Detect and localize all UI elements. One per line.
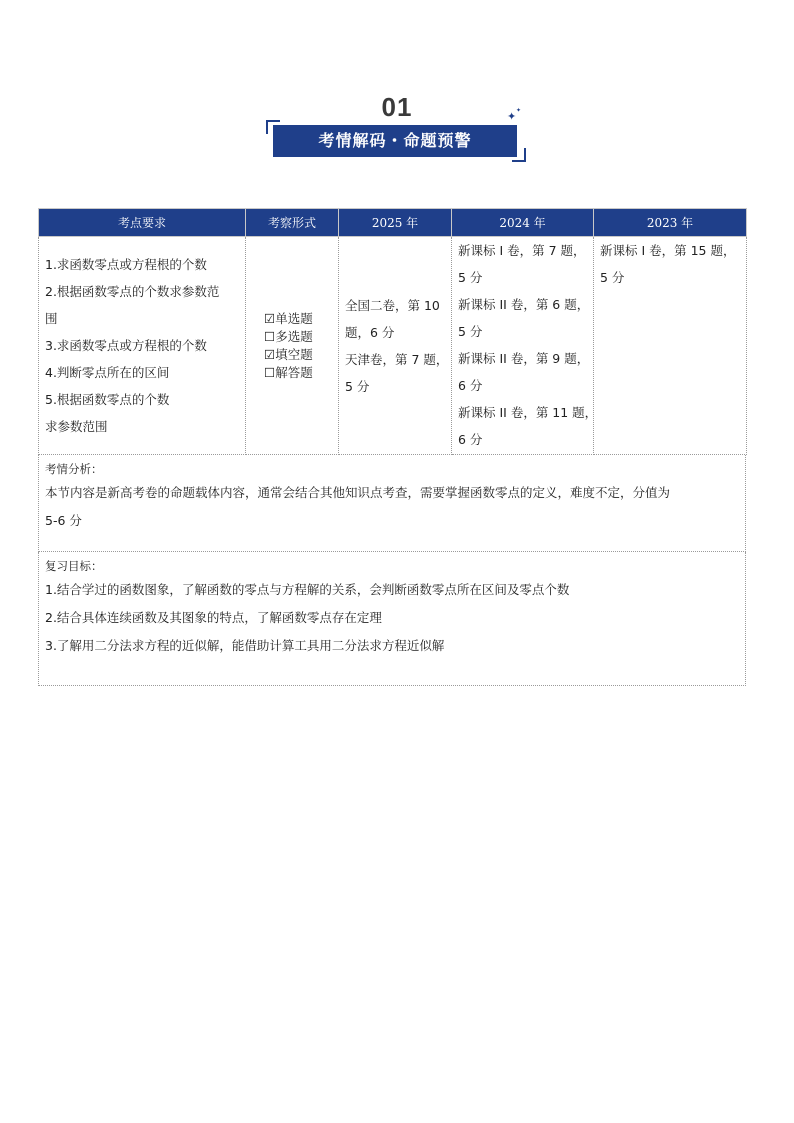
review-goals-section [38,552,746,686]
requirement-item: 3.求函数零点或方程根的个数 [45,338,207,353]
exam-entry: 6 分 [458,432,483,447]
requirement-item: 2.根据函数零点的个数求参数范 [45,284,220,299]
exam-entry: 新课标 I 卷，第 7 题， [458,243,586,258]
requirement-item: 4.判断零点所在的区间 [45,365,170,380]
section-banner [266,120,526,162]
sparkle-icon: ✦ [507,110,517,123]
exam-entry: 新课标 II 卷，第 9 题， [458,351,590,366]
checkbox-free-response: ☐解答题 [264,364,313,380]
goal-item: 3.了解用二分法求方程的近似解，能借助计算工具用二分法求方程近似解 [45,638,445,653]
exam-entry: 新课标 II 卷，第 6 题， [458,297,590,312]
exam-entry: 5 分 [345,378,370,394]
exam-entry: 题，6 分 [345,324,395,340]
exam-entry: 新课标 I 卷，第 15 题， [600,243,736,258]
exam-entry: 5 分 [458,324,483,339]
analysis-text-line1: 本节内容是新高考卷的命题载体内容，通常会结合其他知识点考查，需要掌握函数零点的定义，难度不定，分值为 [45,485,671,500]
banner-title: 考情解码・命题预警 [273,125,517,157]
year-2023-cell [594,237,747,455]
exam-entry: 全国二卷，第 10 [345,297,440,313]
col-header-requirements: 考点要求 [39,209,246,237]
requirement-item: 5.根据函数零点的个数 [45,392,170,407]
table-header-row [39,209,747,237]
exam-overview-table [38,208,747,455]
goal-item: 2.结合具体连续函数及其图象的特点，了解函数零点存在定理 [45,610,382,625]
goals-label: 复习目标： [45,559,103,573]
col-header-form: 考察形式 [246,209,339,237]
requirements-cell [39,237,246,455]
analysis-text-line2: 5-6 分 [45,513,82,528]
requirement-item: 围 [45,311,58,326]
exam-entry: 5 分 [600,270,625,285]
analysis-label: 考情分析： [45,462,103,476]
exam-entry: 新课标 II 卷，第 11 题， [458,405,598,420]
checkbox-multiple-choice: ☐多选题 [264,328,313,344]
table-row [39,237,747,455]
section-number: 01 [381,92,413,122]
year-2025-cell [339,237,452,455]
exam-entry: 6 分 [458,378,483,393]
small-sparkle-icon: ✦ [516,107,522,114]
col-header-2024: 2024 年 [452,209,594,237]
goal-item: 1.结合学过的函数图象，了解函数的零点与方程解的关系，会判断函数零点所在区间及零点个数 [45,582,570,597]
analysis-section [38,455,746,552]
col-header-2023: 2023 年 [594,209,747,237]
exam-entry: 天津卷，第 7 题， [345,351,449,367]
requirement-item: 1.求函数零点或方程根的个数 [45,257,207,272]
checkbox-fill-blank: ☑填空题 [264,346,313,362]
year-2024-cell [452,237,598,455]
col-header-2025: 2025 年 [339,209,452,237]
checkbox-single-choice: ☑单选题 [264,310,313,326]
form-cell [246,237,339,455]
requirement-item: 求参数范围 [45,419,108,434]
exam-entry: 5 分 [458,270,483,285]
